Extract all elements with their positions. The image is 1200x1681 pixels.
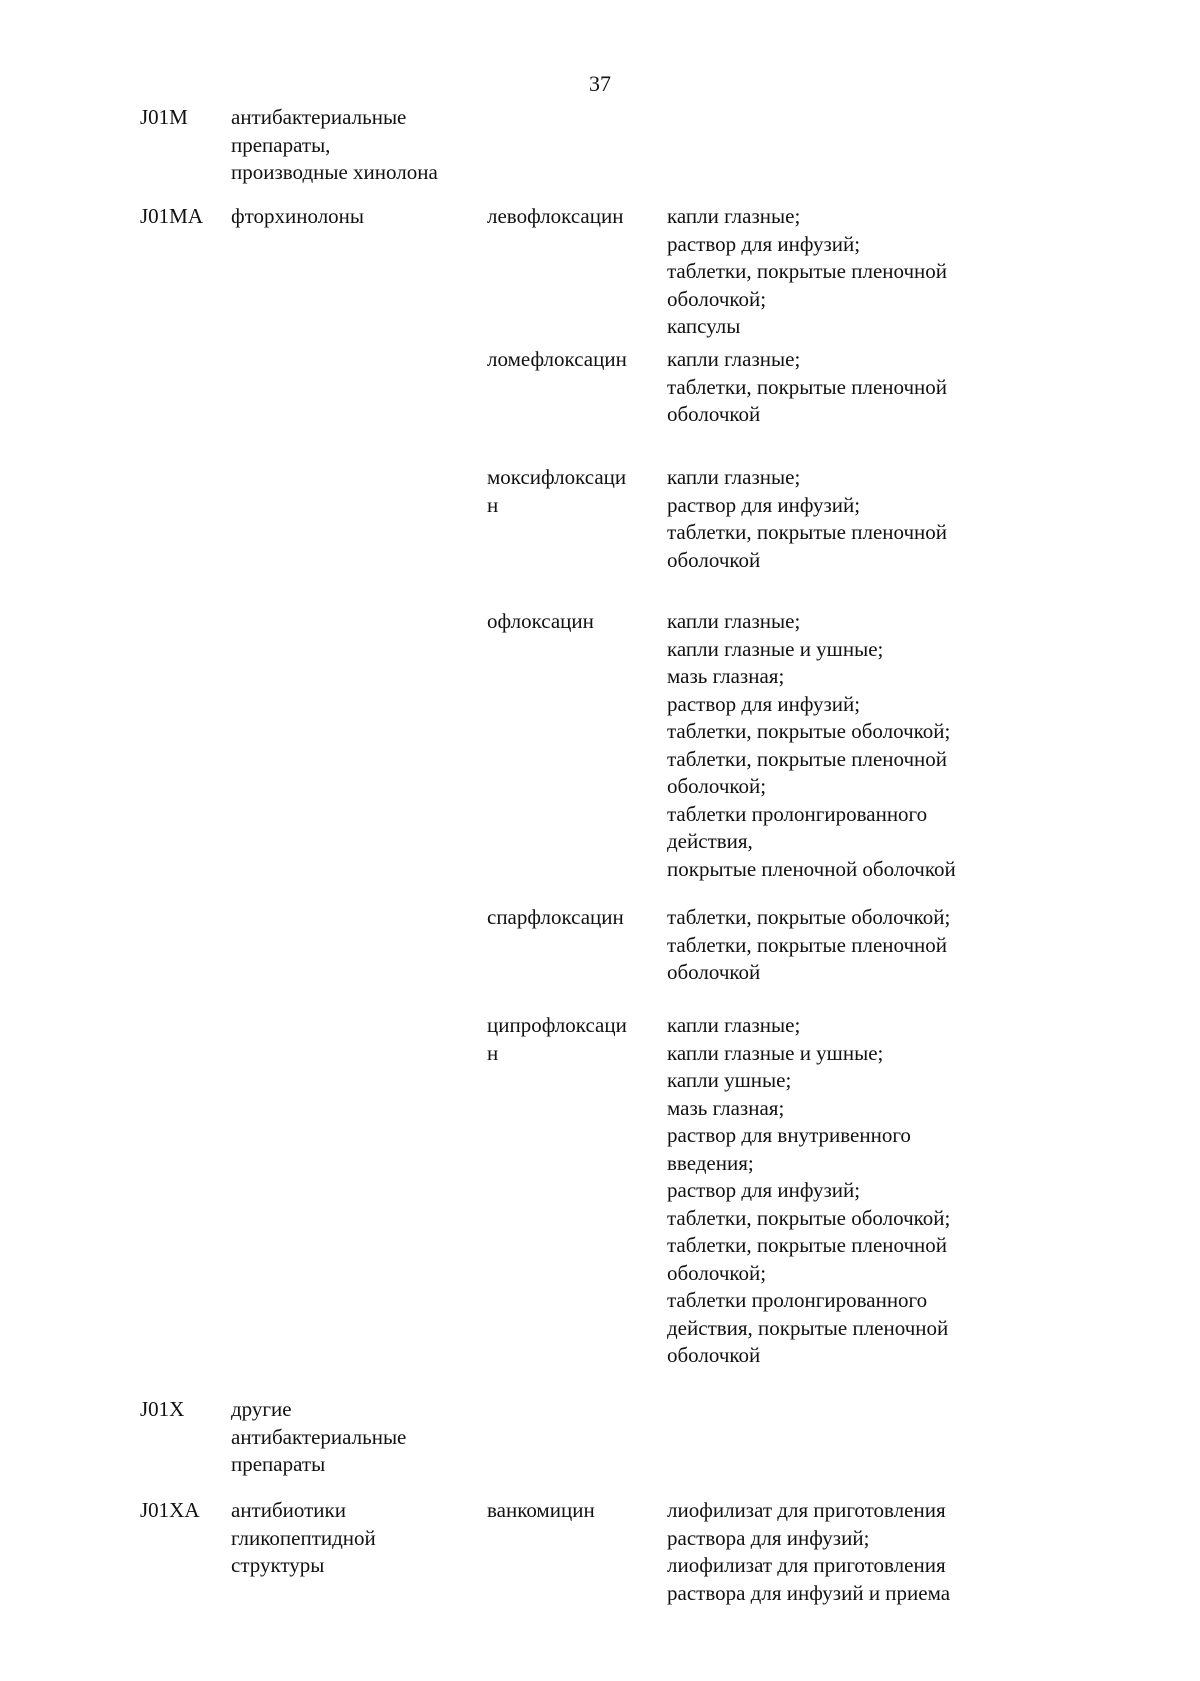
atc-code: J01M [140, 105, 188, 129]
dosage-forms: капли глазные; таблетки, покрытые пленочной оболочкой [667, 347, 948, 426]
page-number: 37 [589, 71, 611, 96]
drug-name: моксифлоксаци н [487, 465, 627, 517]
dosage-forms: капли глазные; раствор для инфузий; таблетки, покрытые пленочной оболочкой [667, 465, 948, 572]
dosage-forms: лиофилизат для приготовления раствора для инфузий; лиофилизат для приготовления раствора для инфузий и приема [667, 1498, 951, 1605]
drug-name: левофлоксацин [487, 204, 624, 228]
dosage-forms: капли глазные; капли глазные и ушные; мазь глазная; раствор для инфузий; таблетки, покрытые оболочкой; таблетки, покрытые пленочной оболочкой; таблетки пролонгированного действия, покрытые пленочной оболочкой [667, 609, 956, 881]
drug-name: ципрофлоксаци н [487, 1013, 627, 1065]
dosage-forms: таблетки, покрытые оболочкой; таблетки, покрытые пленочной оболочкой [667, 905, 951, 984]
dosage-forms: капли глазные; капли глазные и ушные; капли ушные; мазь глазная; раствор для внутривенного введения; раствор для инфузий; таблетки, покрытые оболочкой; таблетки, покрытые пленочной оболочкой; таблетки пролонгированного действия, покрытые пленочной оболочкой [667, 1013, 951, 1367]
drug-name: ломефлоксацин [487, 347, 627, 371]
group-name: другие антибактериальные препараты [231, 1397, 407, 1476]
group-name: антибиотики гликопептидной структуры [231, 1498, 376, 1577]
atc-code: J01XA [140, 1498, 200, 1522]
drug-name: спарфлоксацин [487, 905, 624, 929]
group-name: фторхинолоны [231, 204, 365, 228]
dosage-forms: капли глазные; раствор для инфузий; таблетки, покрытые пленочной оболочкой; капсулы [667, 204, 948, 338]
drug-name: офлоксацин [487, 609, 594, 633]
atc-code: J01X [140, 1397, 185, 1421]
drug-name: ванкомицин [487, 1498, 595, 1522]
group-name: антибактериальные препараты, производные хинолона [231, 105, 438, 184]
atc-code: J01MA [140, 204, 204, 228]
